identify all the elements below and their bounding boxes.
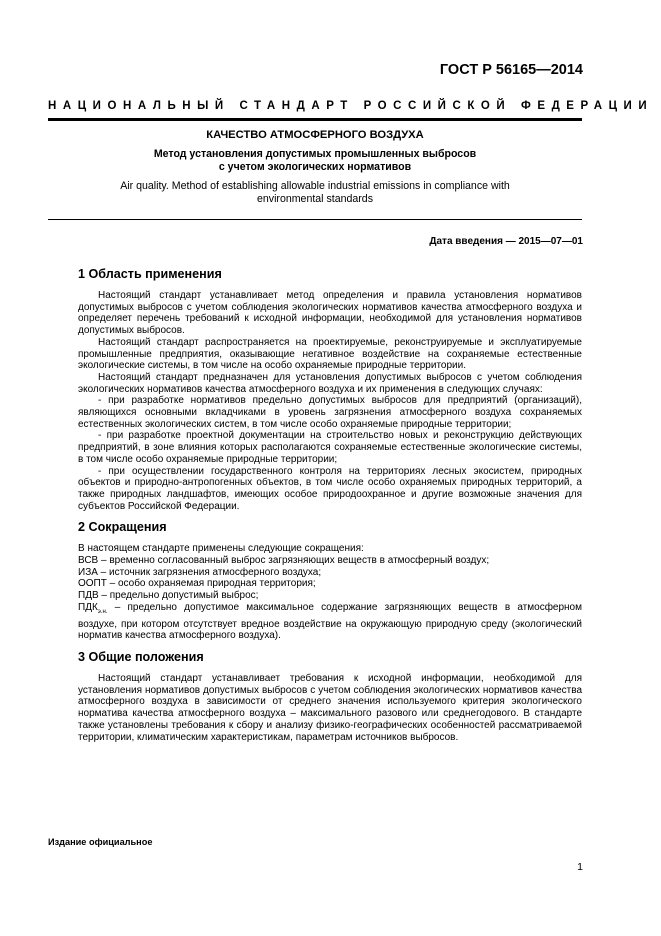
- title-english-line2: environmental standards: [256, 192, 373, 205]
- title-main: КАЧЕСТВО АТМОСФЕРНОГО ВОЗДУХА: [206, 129, 424, 141]
- title-english: [60, 180, 570, 205]
- abbreviation-item: ООПТ – особо охраняемая природная территория;: [78, 578, 316, 590]
- section-heading: 3 Общие положения: [78, 649, 204, 664]
- bullet-item: - при разработке нормативов предельно допустимых выбросов для предприятий (организаций), являющихся основными вкладчиками в уровень загрязнения атмосферного воздуха сохраняемых естественных экологических систем, в том числе особо охраняемые природные территории;: [78, 395, 582, 430]
- title-subtitle-line1: Метод установления допустимых промышленных выбросов: [153, 148, 477, 160]
- abbreviation-term: ПДК: [78, 601, 98, 613]
- section-general: [78, 649, 582, 743]
- national-standard-banner: НАЦИОНАЛЬНЫЙ СТАНДАРТ РОССИЙСКОЙ ФЕДЕРАЦИИ: [48, 100, 654, 112]
- title-block: [60, 128, 570, 205]
- abbreviation-subscript: э.н.: [97, 608, 108, 615]
- edition-note: Издание официальное: [48, 837, 153, 847]
- abbreviation-item: ПДВ – предельно допустимый выброс;: [78, 590, 259, 602]
- thin-divider: [48, 219, 582, 220]
- paragraph: Настоящий стандарт распространяется на проектируемые, реконструируемые и эксплуатируемые промышленные предприятия, оказывающие негативное воздействие на сохраняемые естественные экологические системы, в том числе на особо охраняемые природные территории.: [78, 336, 582, 372]
- abbreviation-definition: – предельно допустимое максимальное содержание загрязняющих веществ в атмосферном воздухе, при котором отсутствует вредное воздействие на окружающую природную среду (экологический норматив качества атмосферного воздуха).: [78, 601, 582, 642]
- title-english-line1: Air quality. Method of establishing allowable industrial emissions in compliance with: [120, 180, 510, 192]
- thick-divider: [48, 118, 582, 121]
- bullet-item: - при разработке проектной документации на строительство новых и реконструкцию действующих предприятий, в зоне влияния которых располагаются сохраняемые естественные экологические системы, в том числе особо охраняемые природные территории;: [78, 430, 582, 465]
- intro-date: Дата введения — 2015—07—01: [429, 236, 583, 247]
- document-body: [78, 266, 582, 750]
- page-number: 1: [577, 861, 583, 873]
- section-heading: 1 Область применения: [78, 267, 222, 281]
- section-abbreviations: [78, 519, 582, 642]
- title-subtitle-line2: с учетом экологических нормативов: [218, 160, 412, 173]
- paragraph: Настоящий стандарт устанавливает метод определения и правила установления нормативов допустимых выбросов с учетом соблюдения экологических нормативов качества атмосферного воздуха и определяет перечень требований к исходной информации, необходимой для установления нормативов допустимых выбросов.: [78, 290, 582, 337]
- doc-number: ГОСТ Р 56165—2014: [439, 62, 583, 78]
- paragraph: В настоящем стандарте применены следующие сокращения:: [78, 543, 364, 555]
- abbreviation-item: ВСВ – временно согласованный выброс загрязняющих веществ в атмосферный воздух;: [78, 555, 490, 567]
- title-subtitle: [60, 148, 570, 173]
- section-scope: [78, 266, 582, 512]
- abbreviation-item: [78, 602, 582, 642]
- section-heading: 2 Сокращения: [78, 520, 167, 535]
- abbreviation-item: ИЗА – источник загрязнения атмосферного воздуха;: [78, 566, 322, 578]
- bullet-item: - при осуществлении государственного контроля на территориях лесных экосистем, природных объектов и природно-антропогенных объектов, в том числе особо охраняемых природных территорий, а также природных ландшафтов, имеющих особое природоохранное и другие возможные значения для субъектов Российской Федерации.: [78, 465, 582, 512]
- paragraph: Настоящий стандарт устанавливает требования к исходной информации, необходимой для установления нормативов допустимых выбросов с учетом соблюдения экологических нормативов качества атмосферного воздуха в зависимости от среднего значения используемого критерия экологического норматива качества атмосферного воздуха – максимального разового или среднегодового. В стандарте также установлены требования к сбору и анализу физико-географических особенностей рассматриваемой территории, климатическим характеристикам, параметрам источников выбросов.: [78, 672, 582, 743]
- paragraph: Настоящий стандарт предназначен для установления допустимых выбросов с учетом соблюдения экологических нормативов качества атмосферного воздуха и их применения в следующих случаях:: [78, 371, 582, 395]
